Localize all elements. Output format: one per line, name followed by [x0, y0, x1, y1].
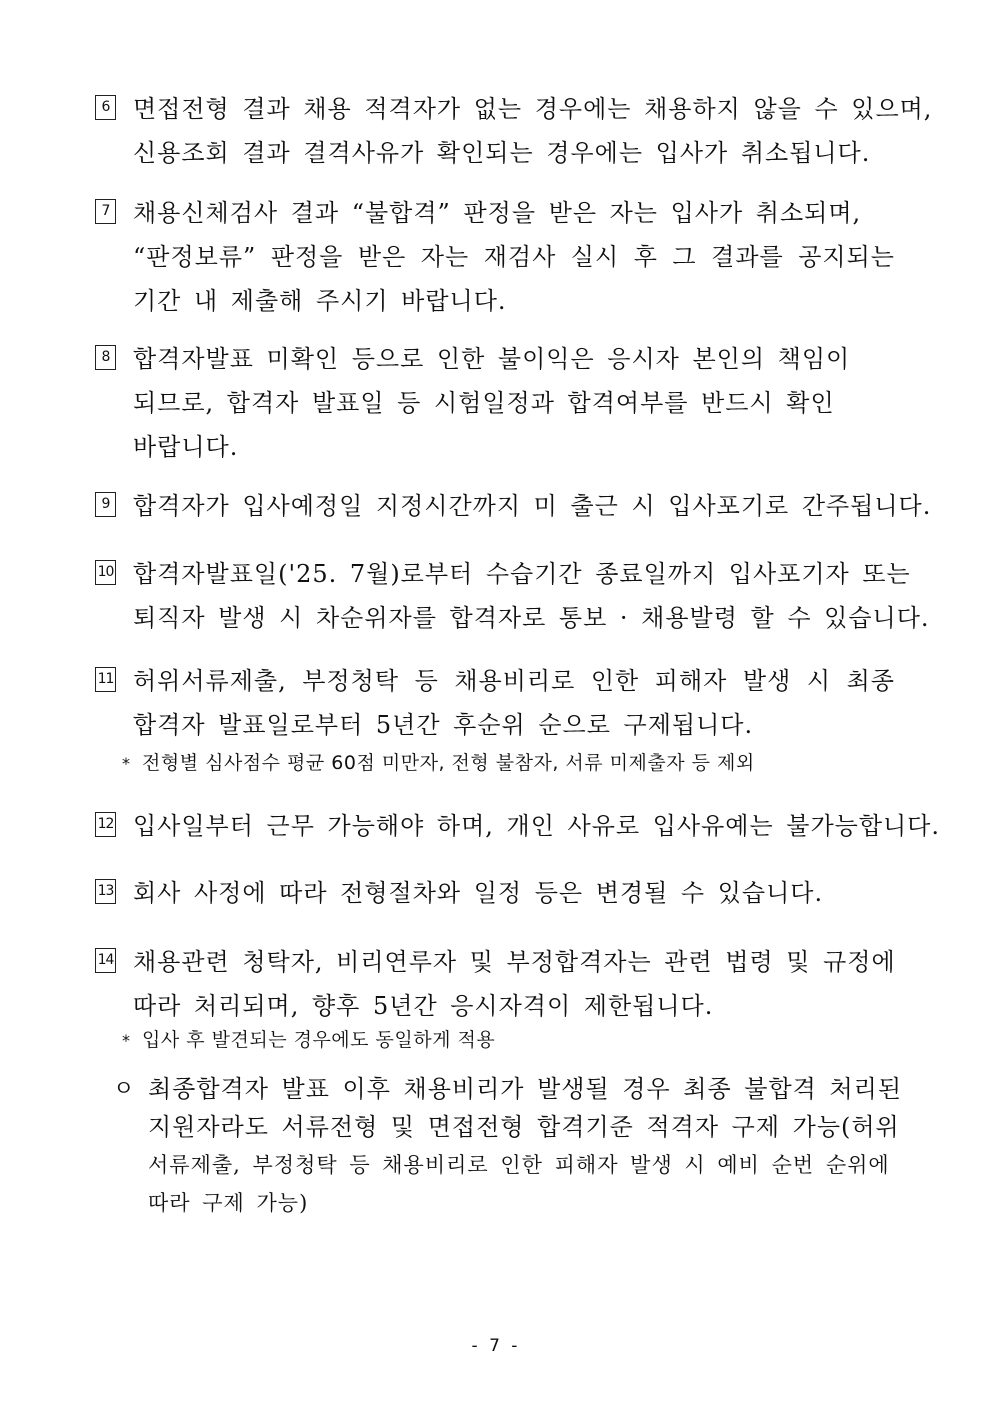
- item-text-line: 바랍니다.: [133, 433, 239, 461]
- item-number-box: 7: [95, 199, 116, 224]
- item-text-line: 따라 처리되며, 향후 5년간 응시자격이 제한됩니다.: [133, 992, 714, 1020]
- item-number-box: 11: [95, 667, 116, 692]
- item-number-box: 14: [95, 948, 116, 973]
- item-text-line: 되므로, 합격자 발표일 등 시험일정과 합격여부를 반드시 확인: [133, 389, 835, 417]
- item-text-line: 면접전형 결과 채용 적격자가 없는 경우에는 채용하지 않을 수 있으며,: [133, 95, 933, 123]
- item-text-line: 채용신체검사 결과 “불합격” 판정을 받은 자는 입사가 취소되며,: [133, 199, 862, 227]
- note-asterisk: *: [122, 1031, 131, 1050]
- item-number-box: 9: [95, 492, 116, 517]
- bullet-text-line: 따라 구제 가능): [148, 1191, 309, 1215]
- item-text-line: 기간 내 제출해 주시기 바랍니다.: [133, 287, 507, 315]
- item-text-line: 신용조회 결과 결격사유가 확인되는 경우에는 입사가 취소됩니다.: [133, 139, 871, 167]
- item-text-line: 퇴직자 발생 시 차순위자를 합격자로 통보 · 채용발령 할 수 있습니다.: [133, 604, 930, 632]
- note-text: 입사 후 발견되는 경우에도 동일하게 적용: [142, 1029, 496, 1051]
- bullet-text-line: 서류제출, 부정청탁 등 채용비리로 인한 피해자 발생 시 예비 순번 순위에: [148, 1153, 890, 1177]
- item-number-box: 13: [95, 879, 116, 904]
- note-item-14: [122, 1027, 495, 1054]
- item-text-line: 합격자발표일('25. 7월)로부터 수습기간 종료일까지 입사포기자 또는: [133, 560, 911, 588]
- note-text: 전형별 심사점수 평균 60점 미만자, 전형 불참자, 서류 미제출자 등 제외: [142, 752, 755, 774]
- item-text-line: “판정보류” 판정을 받은 자는 재검사 실시 후 그 결과를 공지되는: [133, 243, 895, 271]
- item-text-line: 허위서류제출, 부정청탁 등 채용비리로 인한 피해자 발생 시 최종: [133, 667, 895, 695]
- item-text-line: 입사일부터 근무 가능해야 하며, 개인 사유로 입사유예는 불가능합니다.: [133, 812, 940, 840]
- note-item-11: [122, 750, 755, 777]
- item-number-box: 10: [95, 560, 116, 585]
- page-number: - 7 -: [471, 1336, 521, 1356]
- item-text-line: 합격자 발표일로부터 5년간 후순위 순으로 구제됩니다.: [133, 711, 754, 739]
- bullet-text-line: 지원자라도 서류전형 및 면접전형 합격기준 적격자 구제 가능(허위: [148, 1113, 900, 1141]
- item-text-line: 합격자가 입사예정일 지정시간까지 미 출근 시 입사포기로 간주됩니다.: [133, 492, 932, 520]
- note-asterisk: *: [122, 754, 131, 773]
- bullet-text-line: 최종합격자 발표 이후 채용비리가 발생될 경우 최종 불합격 처리된: [148, 1075, 902, 1103]
- bullet-circle-icon: ㅇ: [113, 1077, 135, 1102]
- item-text-line: 채용관련 청탁자, 비리연루자 및 부정합격자는 관련 법령 및 규정에: [133, 948, 896, 976]
- item-number-box: 8: [95, 345, 116, 370]
- item-number-box: 6: [95, 95, 116, 120]
- item-number-box: 12: [95, 812, 116, 837]
- item-text-line: 합격자발표 미확인 등으로 인한 불이익은 응시자 본인의 책임이: [133, 345, 851, 373]
- item-text-line: 회사 사정에 따라 전형절차와 일정 등은 변경될 수 있습니다.: [133, 879, 824, 907]
